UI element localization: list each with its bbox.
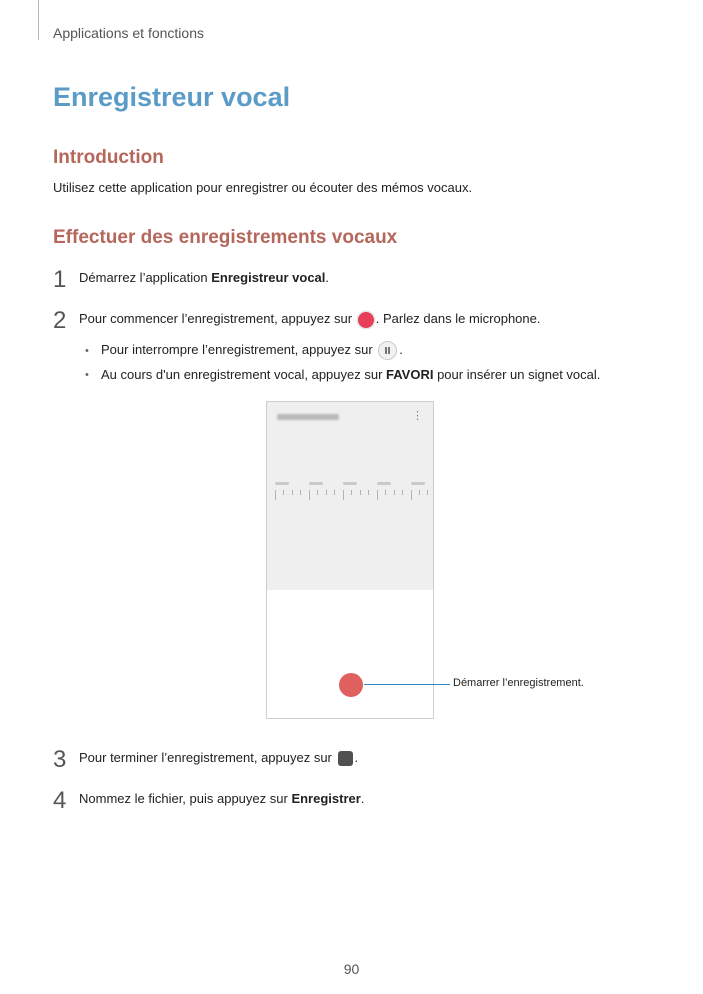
section-header: Applications et fonctions: [53, 25, 204, 41]
save-label: Enregistrer: [291, 791, 361, 806]
app-title-blurred: [277, 414, 339, 420]
step-text: Pour terminer l’enregistrement, appuyez sur .: [79, 750, 359, 765]
pause-icon: [378, 341, 397, 360]
stop-icon: [338, 751, 353, 766]
callout-label: Démarrer l’enregistrement.: [453, 677, 584, 689]
more-vertical-icon[interactable]: ⋮: [412, 410, 423, 422]
step-text: Nommez le fichier, puis appuyez sur Enregistrer.: [79, 791, 365, 806]
corner-rule: [38, 0, 39, 40]
step-1: [53, 268, 329, 292]
bullet-text: Au cours d'un enregistrement vocal, appuyez sur FAVORI pour insérer un signet vocal.: [101, 367, 601, 382]
step-text: Démarrez l’application Enregistreur vocal.: [79, 270, 330, 285]
timeline-labels: [271, 482, 431, 488]
bullet-text: Pour interrompre l’enregistrement, appuyez sur .: [101, 341, 403, 360]
step-number: 2: [53, 307, 67, 334]
recording-heading: Effectuer des enregistrements vocaux: [53, 227, 398, 248]
bullet-favori: • Au cours d'un enregistrement vocal, appuyez sur FAVORI pour insérer un signet vocal.: [85, 367, 601, 382]
step-2: [53, 309, 541, 333]
timeline-ruler: [271, 490, 431, 500]
page-number: 90: [343, 961, 360, 977]
intro-text: Utilisez cette application pour enregistrer ou écouter des mémos vocaux.: [53, 180, 473, 195]
record-icon: [358, 312, 374, 328]
step-number: 4: [53, 787, 67, 814]
step-number: 1: [53, 266, 67, 293]
step-text: Pour commencer l’enregistrement, appuyez sur . Parlez dans le microphone.: [79, 311, 541, 326]
app-name: Enregistreur vocal: [211, 270, 326, 285]
voice-recorder-screenshot: [266, 401, 434, 719]
page-title: Enregistreur vocal: [53, 82, 291, 112]
favori-label: FAVORI: [386, 367, 434, 382]
step-3: [53, 748, 358, 772]
step-4: [53, 789, 364, 813]
record-button[interactable]: [339, 673, 363, 697]
intro-heading: Introduction: [53, 147, 164, 168]
recording-area: [267, 402, 433, 590]
step-number: 3: [53, 746, 67, 773]
callout-line: [364, 684, 450, 685]
bullet-pause: • Pour interrompre l’enregistrement, appuyez sur .: [85, 341, 403, 360]
